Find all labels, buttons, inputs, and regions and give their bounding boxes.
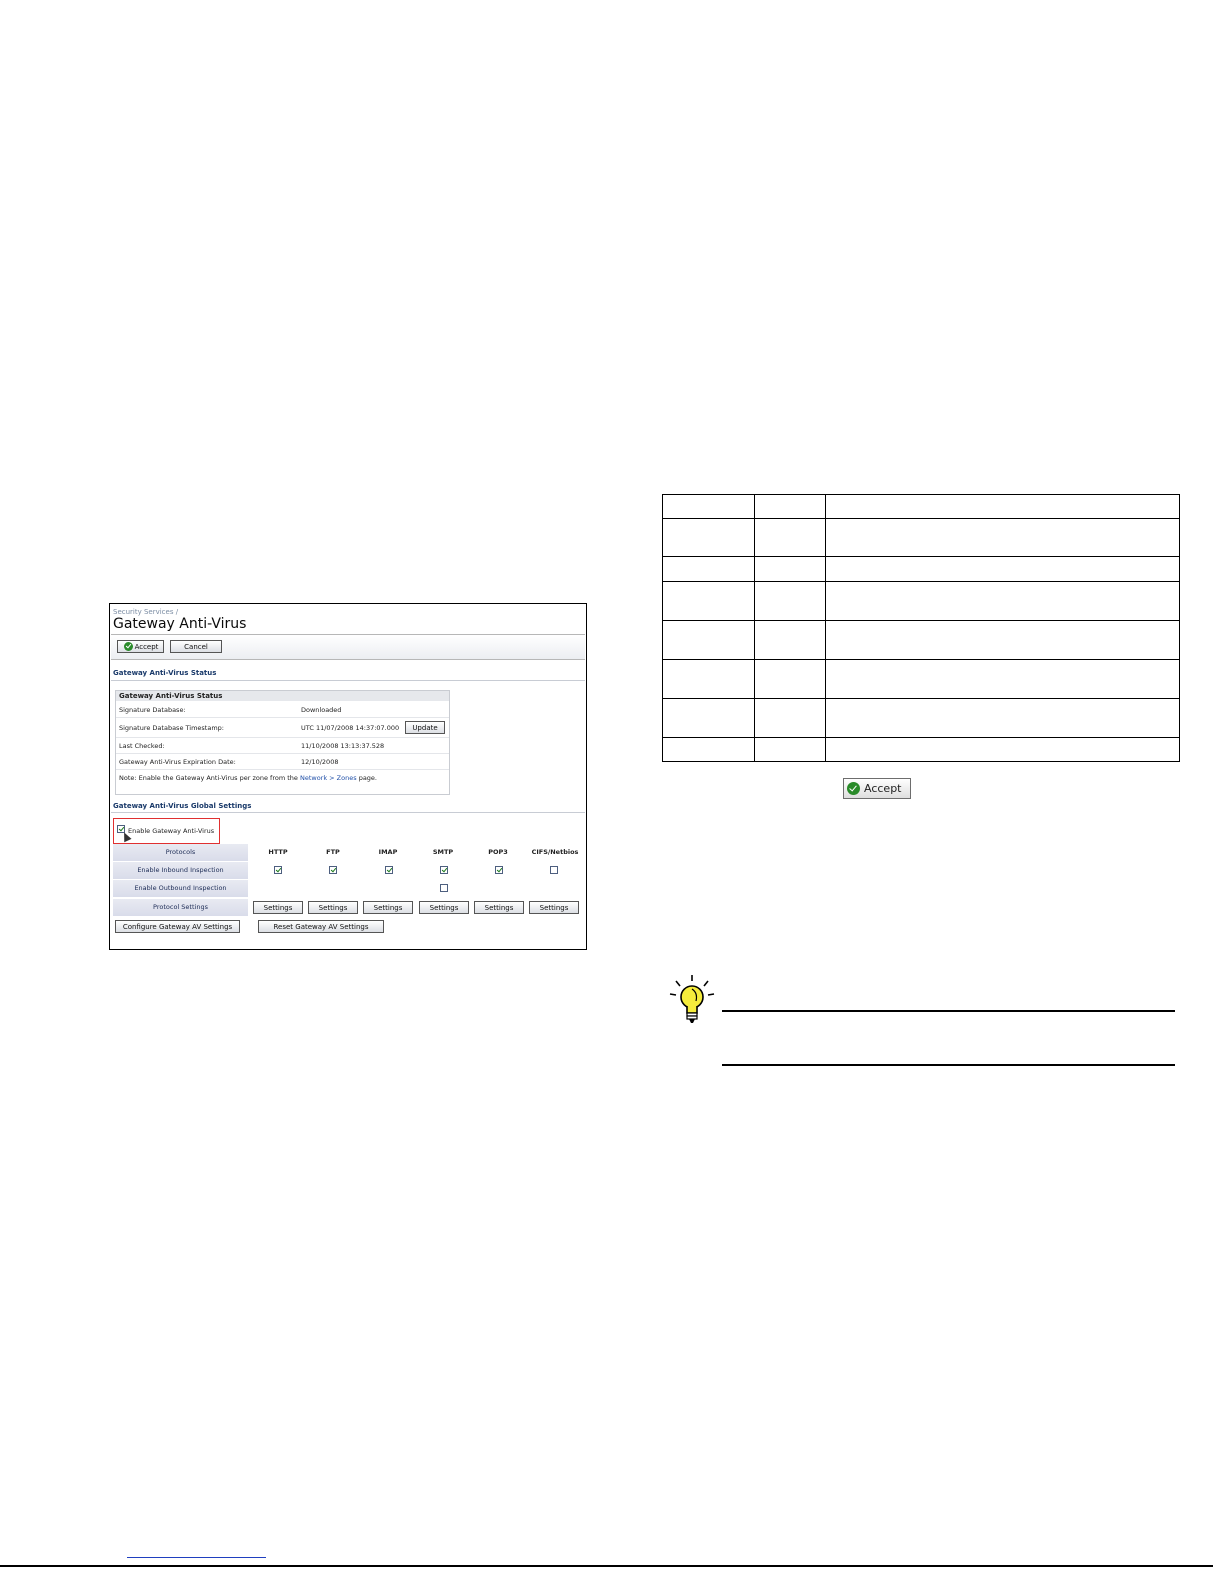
pop3-settings-button[interactable]: Settings [474, 901, 524, 914]
status-value: Downloaded [301, 706, 342, 714]
table-cell [755, 495, 826, 519]
inline-accept-label: Accept [864, 782, 902, 795]
configure-gateway-av-button[interactable]: Configure Gateway AV Settings [115, 920, 240, 933]
table-cell [663, 519, 755, 557]
accept-button[interactable]: Accept [117, 640, 164, 653]
table-row [663, 738, 1180, 762]
inbound-http-checkbox[interactable] [274, 866, 282, 874]
protocols-label: Protocols [113, 844, 248, 861]
status-label: Signature Database Timestamp: [119, 724, 224, 732]
outbound-smtp-checkbox[interactable] [440, 884, 448, 892]
status-label: Last Checked: [119, 742, 165, 750]
status-value: 12/10/2008 [301, 758, 339, 766]
cifs-settings-button[interactable]: Settings [529, 901, 579, 914]
reset-gateway-av-button[interactable]: Reset Gateway AV Settings [258, 920, 384, 933]
table-cell [663, 582, 755, 621]
http-settings-button[interactable]: Settings [253, 901, 303, 914]
outbound-inspection-label: Enable Outbound Inspection [113, 880, 248, 897]
note-suffix: page. [356, 774, 377, 782]
empty-table [662, 494, 1180, 762]
table-row [663, 519, 1180, 557]
table-row [663, 621, 1180, 660]
table-cell [826, 699, 1180, 738]
table-cell [755, 621, 826, 660]
table-cell [663, 738, 755, 762]
green-check-icon [847, 782, 860, 795]
status-box-header: Gateway Anti-Virus Status [116, 691, 449, 701]
inbound-cifs-checkbox[interactable] [550, 866, 558, 874]
table-cell [755, 582, 826, 621]
table-cell [663, 699, 755, 738]
lightbulb-tip-icon [667, 973, 717, 1025]
table-cell [755, 519, 826, 557]
gateway-av-screenshot [109, 603, 587, 950]
table-cell [663, 495, 755, 519]
table-cell [755, 557, 826, 582]
status-row [116, 718, 449, 738]
smtp-settings-button[interactable]: Settings [419, 901, 469, 914]
tip-bottom-rule [722, 1064, 1175, 1066]
status-label: Gateway Anti-Virus Expiration Date: [119, 758, 236, 766]
ftp-settings-button[interactable]: Settings [308, 901, 358, 914]
imap-settings-button[interactable]: Settings [363, 901, 413, 914]
protocol-http: HTTP [268, 848, 288, 856]
table-cell [663, 621, 755, 660]
global-settings-title: Gateway Anti-Virus Global Settings [113, 802, 252, 810]
protocol-smtp: SMTP [432, 848, 454, 856]
table-cell [755, 699, 826, 738]
tip-top-rule [722, 1010, 1175, 1012]
inline-accept-button [843, 778, 911, 799]
inbound-smtp-checkbox[interactable] [440, 866, 448, 874]
inbound-ftp-checkbox[interactable] [329, 866, 337, 874]
table-cell [826, 582, 1180, 621]
status-label: Signature Database: [119, 706, 186, 714]
inbound-pop3-checkbox[interactable] [495, 866, 503, 874]
update-button[interactable]: Update [405, 721, 445, 734]
table-cell [755, 660, 826, 699]
status-box [115, 690, 450, 795]
protocol-pop3: POP3 [488, 848, 508, 856]
enable-gateway-av-label: Enable Gateway Anti-Virus [128, 827, 215, 835]
table-cell [826, 738, 1180, 762]
inbound-inspection-label: Enable Inbound Inspection [113, 862, 248, 879]
status-value: 11/10/2008 13:13:37.528 [301, 742, 385, 750]
status-row [116, 738, 449, 754]
status-row [116, 754, 449, 770]
table-row [663, 495, 1180, 519]
status-row [116, 702, 449, 718]
status-value: UTC 11/07/2008 14:37:07.000 [301, 724, 400, 732]
breadcrumb[interactable]: Security Services / [113, 608, 179, 616]
divider [111, 812, 585, 813]
divider [111, 680, 585, 681]
table-row [663, 557, 1180, 582]
inbound-imap-checkbox[interactable] [385, 866, 393, 874]
table-row [663, 699, 1180, 738]
table-cell [826, 495, 1180, 519]
table-cell [826, 519, 1180, 557]
protocol-imap: IMAP [378, 848, 398, 856]
note-text [119, 774, 377, 782]
toolbar [111, 634, 585, 660]
status-note [116, 770, 449, 785]
footer-link[interactable] [127, 1557, 266, 1558]
protocol-settings-label: Protocol Settings [113, 899, 248, 916]
status-section-title: Gateway Anti-Virus Status [113, 669, 217, 677]
table-cell [826, 660, 1180, 699]
protocol-cifs: CIFS/Netbios [531, 848, 579, 856]
table-cell [826, 557, 1180, 582]
note-prefix: Note: Enable the Gateway Anti-Virus per zone from the [119, 774, 300, 782]
network-zones-link[interactable]: Network > Zones [299, 774, 357, 782]
table-cell [755, 738, 826, 762]
green-check-icon [124, 642, 133, 651]
table-cell [663, 557, 755, 582]
table-row [663, 660, 1180, 699]
table-cell [663, 660, 755, 699]
table-row [663, 582, 1180, 621]
table-cell [826, 621, 1180, 660]
cancel-button[interactable]: Cancel [170, 640, 222, 653]
footer-rule [0, 1565, 1213, 1567]
page-title: Gateway Anti-Virus [113, 616, 247, 632]
protocol-ftp: FTP [326, 848, 340, 856]
